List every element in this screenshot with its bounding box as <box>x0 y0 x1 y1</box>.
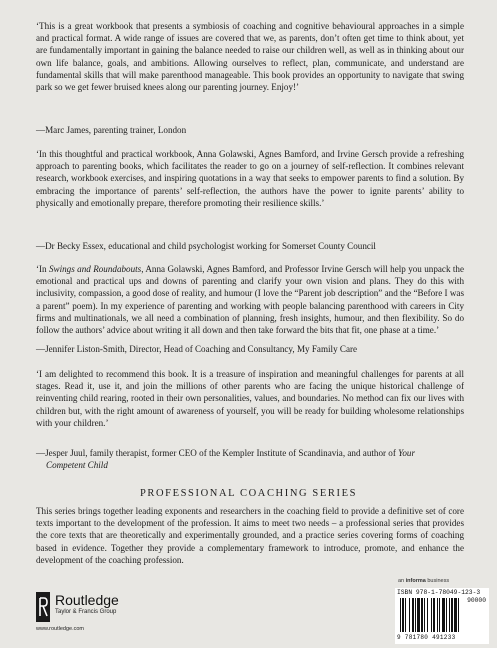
endorsement-attribution-2: —Dr Becky Essex, educational and child psychologist working for Somerset County Council <box>36 241 376 251</box>
attribution-4-title-part-2: Competent Child <box>46 460 108 470</box>
barcode-bars <box>398 598 486 634</box>
publisher-logo <box>36 590 156 632</box>
attribution-4-title-part-1: Your <box>398 448 415 458</box>
series-description: This series brings together leading exponents and researchers in the coaching field to provide a definitive set of core texts important to the development of the profession. It aims to meet two needs – a professional series that provides the core texts that are theoretically and experimentally grounded, and a practice series covering forms of coaching based in evidence. Together they provide a complementary framework to introduce, promote, and enhance the development of the coaching profession. <box>36 506 464 565</box>
endorsement-attribution-3: —Jennifer Liston-Smith, Director, Head of Coaching and Consultancy, My Family Care <box>36 344 358 354</box>
endorsement-quote-3 <box>36 263 464 336</box>
series-title: PROFESSIONAL COACHING SERIES <box>139 488 358 499</box>
informa-tagline <box>398 578 449 584</box>
quote-3-open: ‘In <box>36 264 49 274</box>
endorsement-attribution-4 <box>36 447 476 459</box>
barcode-digits: 9 781780 491233 <box>397 634 456 641</box>
quote-3-body: , Anna Golawski, Agnes Bamford, and Professor Irvine Gersch will help you unpack the emotional and practical ups and downs of parenting and clarify your own vision and plans. They do this with inclusivity, compassion, a good dose of reality, and humour (I love the “Parent job description” and the “Before I was a parent” poem). In my experience of parenting and working with people balancing parenthood with careers in City firms and multinationals, we all need a combination of planning, fresh insights, humour, and then flexibility. So do follow the authors’ advice about writing it all down and then take forward the bits that fit, one phase at a time.’ <box>36 264 464 336</box>
tagline-prefix: an <box>398 578 406 584</box>
tagline-suffix: business <box>425 578 450 584</box>
routledge-r-icon <box>36 592 50 622</box>
endorsement-quote-1: ‘This is a great workbook that presents a symbiosis of coaching and cognitive behavioural approaches in a simple and practical format. A wide range of issues are covered that we, as parents, don’t often get time to think about, yet are fundamentally important in gaining the balance needed to raise our children well, as well as in thinking about our own life balance, goals, and ambitions. Allowing ourselves to reflect, plan, communicate, and understand are fundamental skills that will make parenthood manageable. This book provides an opportunity to navigate that swing park so we get fewer bruised knees along our parenting journey. Enjoy!’ <box>36 21 464 93</box>
price-code: 90000 <box>467 597 486 604</box>
tagline-brand: informa <box>405 578 426 584</box>
endorsement-quote-4: ‘I am delighted to recommend this book. It is a treasure of inspiration and meaningful challenges for parents at all stages. Read it, use it, and join the millions of other parents who are facing the unique historical challenge of reinventing child rearing, rooted in their own personalities, values, and boundaries. No method can fix our lives with children but, with the right amount of awareness of yourself, you will be ready for building wholesome relationships with your children.’ <box>36 369 464 428</box>
publisher-name: Routledge <box>55 592 119 608</box>
isbn-label: ISBN 978-1-78049-123-3 <box>397 589 481 596</box>
endorsement-attribution-1: —Marc James, parenting trainer, London <box>36 125 187 135</box>
publisher-group: Taylor & Francis Group <box>55 609 117 615</box>
attribution-4-text: —Jesper Juul, family therapist, former CEO of the Kempler Institute of Scandinavia, and author of <box>36 448 399 458</box>
isbn-barcode <box>395 588 489 644</box>
endorsement-quote-2: ‘In this thoughtful and practical workbook, Anna Golawski, Agnes Bamford, and Irvine Gersch provide a refreshing approach to parenting books, which facilitates the reader to go on a journey of self-reflection. It combines relevant research, workbook exercises, and inspiring quotations in a way that seeks to empower parents to find a solution. By embracing the importance of parents’ self-reflection, the authors have the power to ignite parents’ ability to physically and emotionally prepare, therefore promoting their resilience skills.’ <box>36 149 464 208</box>
quote-3-book-title: Swings and Roundabouts <box>49 264 142 274</box>
endorsement-attribution-4-continued <box>36 459 486 471</box>
publisher-url: www.routledge.com <box>36 626 84 632</box>
